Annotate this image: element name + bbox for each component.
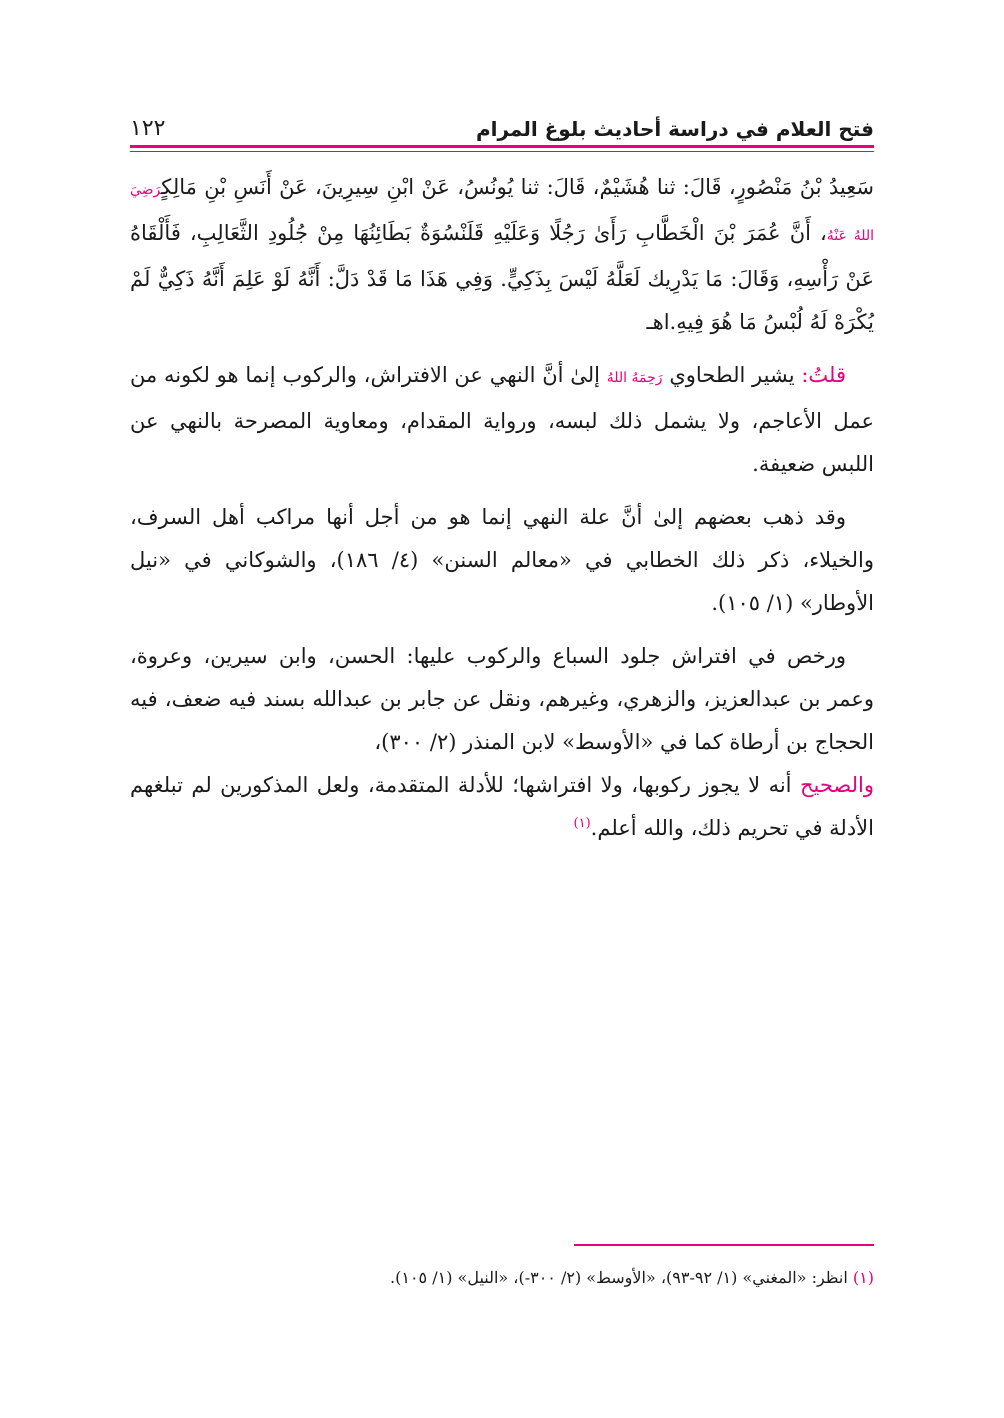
header-rule-thin [130,151,874,152]
para2-text: وقد ذهب بعضهم إلىٰ أنَّ علة النهي إنما هو من أجل أنها مراكب أهل السرف، والخيلاء، ذكر ذلك الخطابي في «معالم السنن» (٤/ ١٨٦)، والشوكاني في «نيل الأوطار» (١/ ١٠٥). [130,505,874,615]
running-title: فتح العلام في دراسة أحاديث بلوغ المرام [475,117,874,141]
quote-text-part1: سَعِيدُ بْنُ مَنْصُورٍ، قَالَ: ثنا هُشَيْمٌ، قَالَ: ثنا يُونُسُ، عَنْ ابْنِ سِيرِينَ، عَنْ أَنَسِ بْنِ مَالِكٍ [161,175,874,199]
honorific-radiyallahu: رَضِيَ اللهُ عَنْهُ [130,182,874,244]
main-text [130,166,874,850]
quoted-hadith-paragraph [130,166,874,344]
footnote-text: انظر: «المغني» (١/ ٩٢-٩٣)، «الأوسط» (٢/ ٣٠٠-)، «النيل» (١/ ١٠٥). [390,1268,853,1287]
footnote [130,1264,874,1292]
footnote-reference[interactable]: (١) [573,816,591,831]
quote-text-part2: ، أَنَّ عُمَرَ بْنَ الْخَطَّابِ رَأَىٰ رَجُلًا وَعَلَيْهِ قَلَنْسُوَةٌ بَطَائِنُهَا مِنْ جُلُودِ الثَّعَالِبِ، فَأَلْقَاهُ عَنْ رَأْسِهِ، وَقَالَ: مَا يَدْرِيك لَعَلَّهُ لَيْسَ بِذَكِيٍّ. وَفِي هَذَا مَا قَدْ دَلَّ: أَنَّهُ لَوْ عَلِمَ أَنَّهُ ذَكِيٌّ لَمْ يُكْرَهْ لَهُ لُبْسُ مَا هُوَ فِيهِ.اهـ [130,221,874,334]
para1-text-part2: إلىٰ أنَّ النهي عن الافتراش، والركوب إنما هو لكونه من عمل الأعاجم، ولا يشمل ذلك لبسه، ورواية المقدام، ومعاوية المصرحة بالنهي عن اللبس ضعيفة. [130,363,874,476]
page-header [130,104,874,144]
para1-text-part1: يشير الطحاوي [662,363,802,387]
honorific-rahimahullah: رَحِمَهُ اللهُ [606,370,663,386]
header-rule-thick [130,145,874,148]
qultu-lead: قلتُ: [801,363,847,387]
para4-text: أنه لا يجوز ركوبها، ولا افتراشها؛ للأدلة المتقدمة، ولعل المذكورين لم تبلغهم الأدلة في تحريم ذلك، والله أعلم. [130,773,874,840]
footnote-separator [574,1244,874,1246]
commentary-paragraph-4 [130,764,874,850]
para3-text: ورخص في افتراش جلود السباع والركوب عليها: الحسن، وابن سيرين، وعروة، وعمر بن عبدالعزيز، والزهري، وغيرهم، ونقل عن جابر بن عبدالله بسند فيه ضعف، فيه الحجاج بن أرطاة كما في «الأوسط» لابن المنذر (٢/ ٣٠٠)، [130,644,874,754]
commentary-paragraph-2 [130,496,874,625]
footnote-mark: (١) [852,1268,874,1287]
commentary-paragraph-3 [130,635,874,764]
page-number: ١٢٢ [130,116,166,141]
commentary-paragraph-1 [130,354,874,486]
sahih-lead: والصحيح [799,773,874,797]
